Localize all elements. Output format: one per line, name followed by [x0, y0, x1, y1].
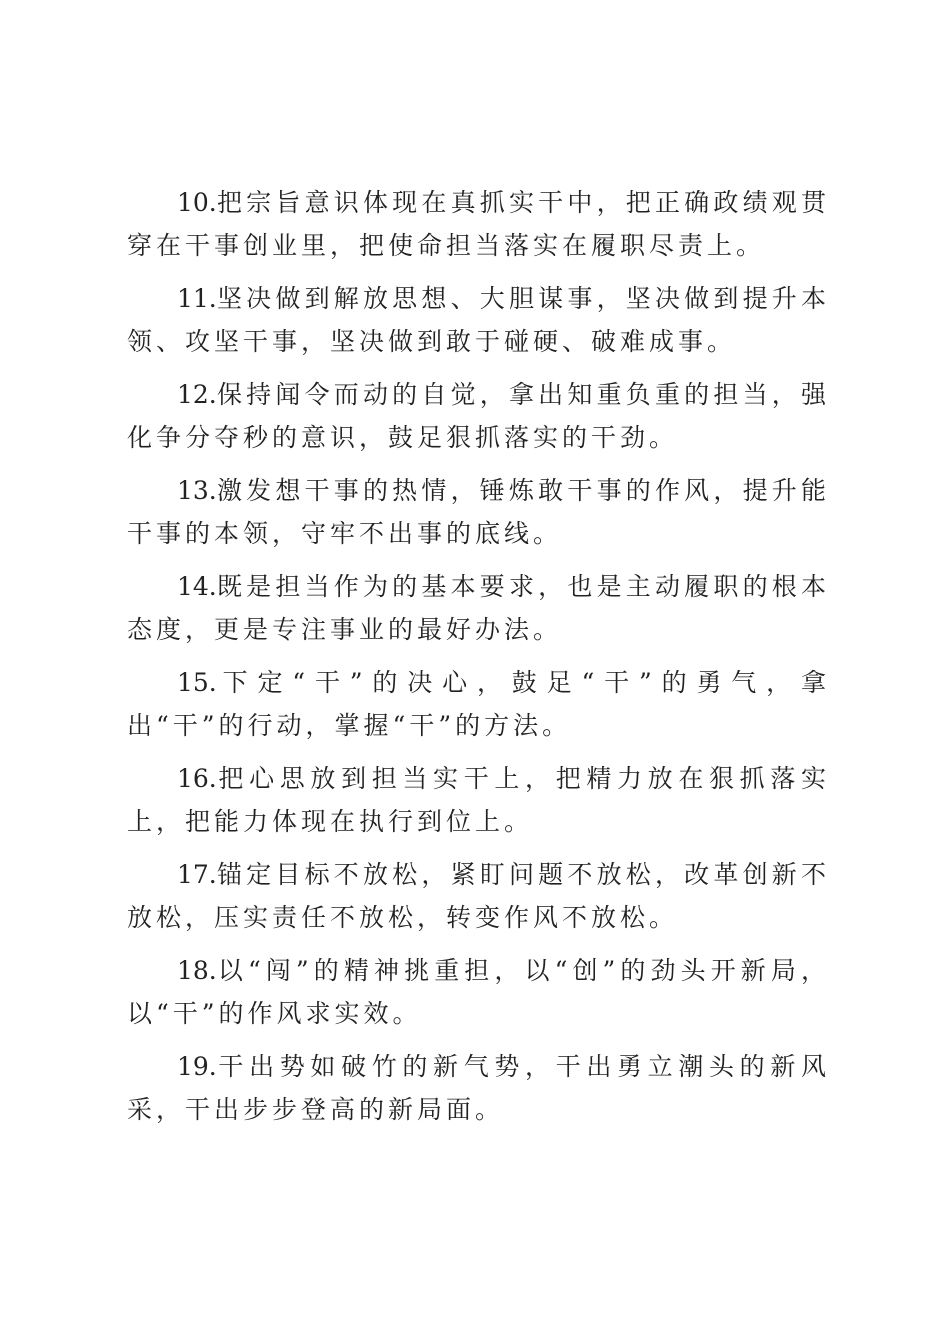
item-number: 15.	[177, 668, 217, 697]
item-number: 10.	[177, 188, 217, 217]
item-text: 既是担当作为的基本要求，也是主动履职的根本态度，更是专注事业的最好办法。	[127, 572, 830, 644]
list-item	[127, 181, 830, 267]
list-item	[127, 469, 830, 555]
item-number: 16.	[177, 764, 217, 793]
item-number: 12.	[177, 380, 217, 409]
list-item	[127, 277, 830, 363]
item-number: 19.	[177, 1052, 217, 1081]
list-item	[127, 661, 830, 747]
item-number: 11.	[177, 284, 217, 313]
list-item	[127, 949, 830, 1035]
list-item	[127, 565, 830, 651]
item-text: 坚决做到解放思想、大胆谋事，坚决做到提升本领、攻坚干事，坚决做到敢于碰硬、破难成事。	[127, 284, 830, 356]
item-text: 把宗旨意识体现在真抓实干中，把正确政绩观贯穿在干事创业里，把使命担当落实在履职尽责上。	[127, 188, 830, 260]
item-text: 保持闻令而动的自觉，拿出知重负重的担当，强化争分夺秒的意识，鼓足狠抓落实的干劲。	[127, 380, 830, 452]
item-text: 把心思放到担当实干上，把精力放在狠抓落实上，把能力体现在执行到位上。	[127, 764, 830, 836]
list-item	[127, 757, 830, 843]
list-item	[127, 373, 830, 459]
document-body	[127, 181, 830, 1141]
item-number: 18.	[177, 956, 217, 985]
item-text: 锚定目标不放松，紧盯问题不放松，改革创新不放松，压实责任不放松，转变作风不放松。	[127, 860, 830, 932]
item-number: 14.	[177, 572, 217, 601]
item-text: 以“闯”的精神挑重担，以“创”的劲头开新局，以“干”的作风求实效。	[127, 956, 830, 1028]
item-text: 干出势如破竹的新气势，干出勇立潮头的新风采，干出步步登高的新局面。	[127, 1052, 830, 1124]
item-text: 下定“干”的决心，鼓足“干”的勇气，拿出“干”的行动，掌握“干”的方法。	[127, 668, 830, 740]
list-item	[127, 1045, 830, 1131]
item-number: 17.	[177, 860, 217, 889]
item-text: 激发想干事的热情，锤炼敢干事的作风，提升能干事的本领，守牢不出事的底线。	[127, 476, 830, 548]
list-item	[127, 853, 830, 939]
item-number: 13.	[177, 476, 217, 505]
